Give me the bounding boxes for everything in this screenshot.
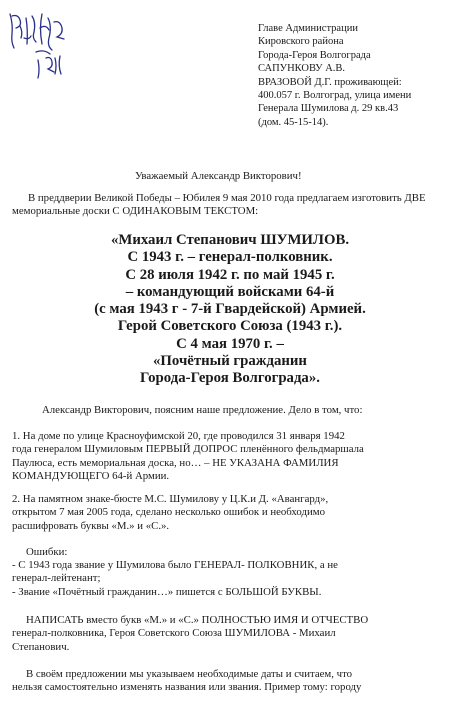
closing-line: В своём предложении мы указываем необходимые даты и считаем, что: [26, 668, 353, 680]
point-one-line: года генералом Шумиловым ПЕРВЫЙ ДОПРОС пленённого фельдмаршала: [12, 443, 364, 456]
handwritten-note-icon: [2, 8, 72, 88]
point-two-line: 2. На памятном знаке-бюсте М.С. Шумилову у Ц.К.и Д. «Авангард»,: [12, 493, 329, 505]
point-one-line: Паулюса, есть мемориальная доска, но… – НЕ УКАЗАНА ФАМИЛИЯ: [12, 456, 339, 469]
addressee-line: (дом. 45-15-14).: [258, 116, 329, 128]
plaque-line: – командующий войсками 64-й: [125, 283, 335, 300]
request-paragraph: [12, 614, 442, 654]
addressee-line: Генерала Шумилова д. 29 кв.43: [258, 103, 399, 115]
request-line: НАПИСАТЬ вместо букв «М.» и «С.» ПОЛНОСТЬЮ ИМЯ И ОТЧЕСТВО: [26, 614, 369, 626]
addressee-line: Города-Героя Волгограда: [258, 49, 371, 61]
greeting: Уважаемый Александр Викторович!: [135, 170, 302, 182]
plaque-text: [60, 232, 400, 388]
plaque-line: Герой Советского Союза (1943 г.).: [117, 318, 343, 335]
explanation-intro: Александр Викторович, поясним наше предложение. Дело в том, что:: [42, 404, 363, 416]
point-one-line: КОМАНДУЮЩЕГО 64-й Армии.: [12, 469, 170, 482]
error-one: [12, 559, 442, 586]
intro-paragraph: [12, 192, 442, 219]
error-two: [12, 586, 442, 599]
point-two-line: расшифровать буквы «М.» и «С.».: [12, 519, 170, 532]
plaque-line: С 4 мая 1970 г. –: [176, 335, 284, 352]
addressee-line: ВРАЗОВОЙ Д.Г. проживающей:: [258, 76, 402, 88]
point-two-line: открытом 7 мая 2005 года, сделано несколько ошибок и необходимо: [12, 506, 325, 519]
point-one-line: 1. На доме по улице Красноуфимской 20, где проводился 31 января 1942: [12, 430, 345, 442]
error-one-line: - С 1943 года звание у Шумилова было ГЕНЕРАЛ- ПОЛКОВНИК, а не: [12, 559, 338, 571]
request-line: генерал-полковника, Героя Советского Союза ШУМИЛОВА - Михаил: [12, 627, 336, 640]
plaque-line: (с мая 1943 г - 7-й Гвардейской) Армией.: [94, 301, 366, 318]
addressee-line: 400.057 г. Волгоград, улица имени: [258, 90, 412, 102]
point-one: [12, 430, 442, 483]
addressee-line: Кировского района: [258, 36, 344, 48]
point-two: [12, 493, 442, 533]
plaque-line: Города-Героя Волгограда».: [140, 370, 320, 387]
request-line: Степанович.: [12, 640, 70, 653]
closing-paragraph: [12, 668, 442, 695]
plaque-line: «Почётный гражданин: [153, 353, 307, 370]
intro-line: В преддверии Великой Победы – Юбилея 9 мая 2010 года предлагаем изготовить ДВЕ: [28, 192, 426, 204]
intro-line: мемориальные доски С ОДИНАКОВЫМ ТЕКСТОМ:: [12, 205, 259, 218]
addressee-block: [258, 22, 448, 129]
errors-heading: Ошибки:: [26, 546, 68, 558]
plaque-line: С 28 июля 1942 г. по май 1945 г.: [125, 266, 335, 283]
error-one-line: генерал-лейтенант;: [12, 572, 101, 585]
error-two-line: - Звание «Почётный гражданин…» пишется с БОЛЬШОЙ БУКВЫ.: [12, 586, 322, 598]
addressee-line: САПУНКОВУ А.В.: [258, 63, 346, 75]
closing-line: нельзя самостоятельно изменять названия или звания. Пример тому: городу: [12, 681, 362, 694]
addressee-line: Главе Администрации: [258, 23, 358, 34]
plaque-line: С 1943 г. – генерал-полковник.: [127, 249, 333, 266]
plaque-line: «Михаил Степанович ШУМИЛОВ.: [110, 232, 350, 248]
